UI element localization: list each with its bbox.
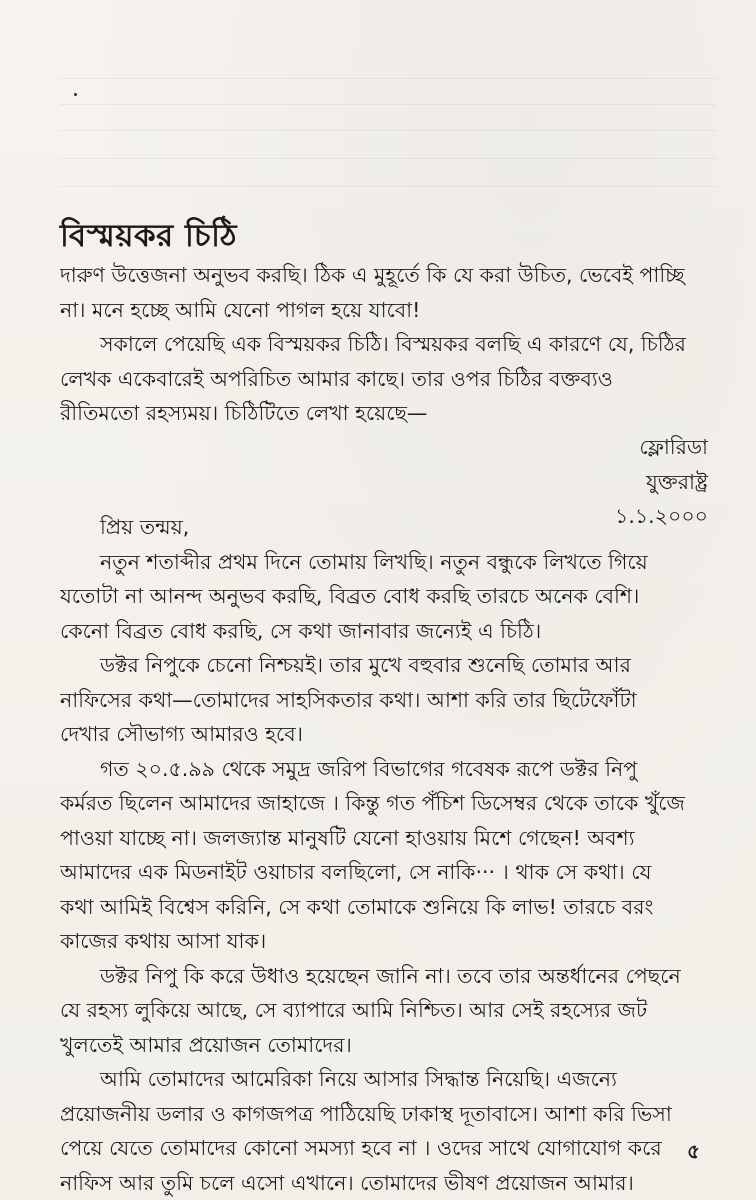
ink-speck xyxy=(74,93,77,96)
text-line: রীতিমতো রহস্যময়। চিঠিটিতে লেখা হয়েছে— xyxy=(60,401,428,425)
chapter-heading: বিস্ময়কর চিঠি xyxy=(60,218,238,254)
text-line: কথা আমিই বিশ্বেস করিনি, সে কথা তোমাকে শুনিয়ে কি লাভ! তারচে বরং xyxy=(60,894,654,919)
text-line: আমাদের এক মিডনাইট ওয়াচার বলছিলো, সে নাকি··· । থাক সে কথা। যে xyxy=(60,860,652,884)
letter-body xyxy=(60,510,708,1200)
text-line: যে রহস্য লুকিয়ে আছে, সে ব্যাপারে আমি নিশ্চিত। আর সেই রহস্যের জট xyxy=(60,998,648,1022)
letter-salutation: প্রিয় তন্ময়, xyxy=(100,515,190,539)
page-number: ৫ xyxy=(687,1139,700,1163)
intro-paragraphs xyxy=(60,258,708,431)
text-line: খুলতেই আমার প্রয়োজন তোমাদের। xyxy=(60,1032,352,1057)
text-line: না। মনে হচ্ছে আমি যেনো পাগল হয়ে যাবো! xyxy=(60,297,421,322)
text-line: কেনো বিব্রত বোধ করছি, সে কথা জানাবার জন্যেই এ চিঠি। xyxy=(60,618,542,643)
text-line: নতুন শতাব্দীর প্রথম দিনে তোমায় লিখছি। নতুন বন্ধুকে লিখতে গিয়ে xyxy=(100,549,648,574)
text-line: নাফিস আর তুমি চলে এসো এখানে। তোমাদের ভীষণ প্রয়োজন আমার। xyxy=(60,1170,634,1195)
text-line: কর্মরত ছিলেন আমাদের জাহাজে । কিন্তু গত পঁচিশ ডিসেম্বর থেকে তাকে খুঁজে xyxy=(60,791,685,815)
letter-place: ফ্লোরিডা xyxy=(639,435,708,459)
text-line: পাওয়া যাচ্ছে না। জলজ্যান্ত মানুষটি যেনো হাওয়ায় মিশে গেছেন! অবশ্য xyxy=(60,825,635,850)
text-line: আমি তোমাদের আমেরিকা নিয়ে আসার সিদ্ধান্ত নিয়েছি। এজন্যে xyxy=(100,1067,617,1091)
text-line: প্রয়োজনীয় ডলার ও কাগজপত্র পাঠিয়েছি ঢাকাস্থ দূতাবাসে। আশা করি ভিসা xyxy=(60,1101,672,1126)
text-line: লেখক একেবারেই অপরিচিত আমার কাছে। তার ওপর চিঠির বক্তব্যও xyxy=(60,366,613,391)
letter-country: যুক্তরাষ্ট্র xyxy=(645,469,708,494)
text-line: যতোটা না আনন্দ অনুভব করছি, বিব্রত বোধ করছি তারচে অনেক বেশি। xyxy=(60,584,640,608)
text-line: নাফিসের কথা—তোমাদের সাহসিকতার কথা। আশা করি তার ছিটেফোঁটা xyxy=(60,687,637,712)
text-line: গত ২০.৫.৯৯ থেকে সমুদ্র জরিপ বিভাগের গবেষক রূপে ডক্টর নিপু xyxy=(100,756,638,781)
text-line: পেয়ে যেতে তোমাদের কোনো সমস্যা হবে না । ওদের সাথে যোগাযোগ করে xyxy=(60,1136,662,1160)
text-line: কাজের কথায় আসা যাক। xyxy=(60,929,267,953)
text-line: ডক্টর নিপুকে চেনো নিশ্চয়ই। তার মুখে বহুবার শুনেছি তোমার আর xyxy=(100,653,631,677)
letter-date: ১.১.২০০০ xyxy=(615,504,708,528)
text-line: দারুণ উত্তেজনা অনুভব করছি। ঠিক এ মুহূর্তে কি যে করা উচিত, ভেবেই পাচ্ছি xyxy=(60,263,685,287)
text-line: সকালে পেয়েছি এক বিস্ময়কর চিঠি। বিস্ময়কর বলছি এ কারণে যে, চিঠির xyxy=(100,332,686,356)
text-line: দেখার সৌভাগ্য আমারও হবে। xyxy=(60,722,303,746)
text-line: ডক্টর নিপু কি করে উধাও হয়েছেন জানি না। তবে তার অন্তর্ধানের পেছনে xyxy=(100,963,681,988)
